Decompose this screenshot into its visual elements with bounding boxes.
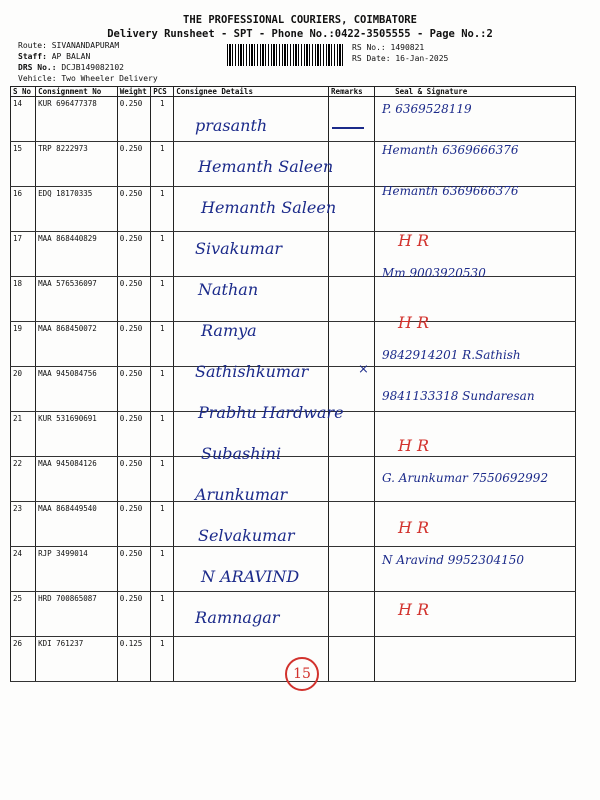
seal-signature: Hemanth 6369666376 xyxy=(382,184,519,198)
consignee-signature: Arunkumar xyxy=(195,485,288,504)
cell-pcs: 1 xyxy=(151,277,174,322)
cell-remarks xyxy=(329,142,375,187)
consignee-signature: Prabhu Hardware xyxy=(198,403,344,422)
consignee-signature: Ramya xyxy=(201,321,257,340)
cell-weight: 0.250 xyxy=(117,97,150,142)
col-pcs: PCS xyxy=(151,87,174,97)
cell-consignment: HRD 700865087 xyxy=(36,592,118,637)
cell-pcs: 1 xyxy=(151,637,174,682)
cell-sno: 15 xyxy=(11,142,36,187)
table-row xyxy=(11,592,576,637)
consignee-signature: Nathan xyxy=(198,280,259,299)
consignee-signature: Hemanth Saleen xyxy=(198,157,334,176)
cell-remarks xyxy=(329,97,375,142)
consignee-signature: Sathishkumar xyxy=(195,362,309,381)
cell-consignment: MAA 945084756 xyxy=(36,367,118,412)
cell-consignment: MAA 868450072 xyxy=(36,322,118,367)
cell-weight: 0.250 xyxy=(117,322,150,367)
table-row xyxy=(11,277,576,322)
seal-signature: H R xyxy=(398,518,430,537)
cell-weight: 0.250 xyxy=(117,142,150,187)
page-stamp: 15 xyxy=(285,657,319,691)
runsheet-subtitle: Delivery Runsheet - SPT - Phone No.:0422-3505555 - Page No.:2 xyxy=(107,28,493,40)
cell-pcs: 1 xyxy=(151,322,174,367)
seal-signature: Hemanth 6369666376 xyxy=(382,143,519,157)
cell-consignment: KUR 696477378 xyxy=(36,97,118,142)
cell-remarks xyxy=(329,277,375,322)
cell-sno: 21 xyxy=(11,412,36,457)
cell-weight: 0.250 xyxy=(117,502,150,547)
cell-pcs: 1 xyxy=(151,367,174,412)
cell-consignment: RJP 3499014 xyxy=(36,547,118,592)
cell-remarks xyxy=(329,457,375,502)
cell-pcs: 1 xyxy=(151,457,174,502)
cell-weight: 0.250 xyxy=(117,277,150,322)
consignee-signature: Selvakumar xyxy=(198,526,295,545)
table-row xyxy=(11,232,576,277)
cell-remarks xyxy=(329,547,375,592)
cell-pcs: 1 xyxy=(151,592,174,637)
cell-consignment: MAA 868440829 xyxy=(36,232,118,277)
consignee-signature: Hemanth Saleen xyxy=(201,198,337,217)
cell-sno: 26 xyxy=(11,637,36,682)
drs-value: DCJB149082102 xyxy=(61,63,124,72)
seal-signature: H R xyxy=(398,600,430,619)
consignee-signature: prasanth xyxy=(195,116,268,135)
cell-pcs: 1 xyxy=(151,187,174,232)
rs-no: RS No.: 1490821 xyxy=(352,43,425,52)
table-row xyxy=(11,97,576,142)
cell-remarks xyxy=(329,232,375,277)
col-weight: Weight xyxy=(117,87,150,97)
cell-consignment: EDQ 18170335 xyxy=(36,187,118,232)
cell-sno: 18 xyxy=(11,277,36,322)
seal-signature: H R xyxy=(398,436,430,455)
seal-signature: H R xyxy=(398,231,430,250)
cell-weight: 0.250 xyxy=(117,232,150,277)
staff xyxy=(18,52,90,61)
remark-dash xyxy=(332,127,364,129)
cell-remarks xyxy=(329,322,375,367)
consignee-signature: Ramnagar xyxy=(195,608,280,627)
cell-consignment: KUR 531690691 xyxy=(36,412,118,457)
cell-weight: 0.250 xyxy=(117,547,150,592)
col-sno: S No xyxy=(11,87,36,97)
drs xyxy=(18,63,124,72)
route: Route: SIVANANDAPURAM xyxy=(18,41,120,50)
consignee-signature: Sivakumar xyxy=(195,239,283,258)
barcode-image xyxy=(227,44,343,66)
cell-consignment: MAA 868449540 xyxy=(36,502,118,547)
cell-pcs: 1 xyxy=(151,502,174,547)
consignee-signature: Subashini xyxy=(201,444,282,463)
consignee-signature: N ARAVIND xyxy=(201,567,300,586)
cell-seal xyxy=(375,637,576,682)
cell-sno: 25 xyxy=(11,592,36,637)
cell-sno: 20 xyxy=(11,367,36,412)
staff-label: Staff: xyxy=(18,52,47,61)
cell-sno: 17 xyxy=(11,232,36,277)
cell-pcs: 1 xyxy=(151,142,174,187)
cell-weight: 0.250 xyxy=(117,367,150,412)
col-seal: Seal & Signature xyxy=(375,87,576,97)
drs-label: DRS No.: xyxy=(18,63,57,72)
seal-signature: Mm 9003920530 xyxy=(382,266,486,280)
rs-date: RS Date: 16-Jan-2025 xyxy=(352,54,449,63)
seal-signature: G. Arunkumar 7550692992 xyxy=(382,471,549,485)
cell-sno: 24 xyxy=(11,547,36,592)
cell-consignment: TRP 8222973 xyxy=(36,142,118,187)
seal-signature: N Aravind 9952304150 xyxy=(382,553,525,567)
cell-sno: 16 xyxy=(11,187,36,232)
cell-remarks xyxy=(329,637,375,682)
cell-sno: 14 xyxy=(11,97,36,142)
cell-sno: 22 xyxy=(11,457,36,502)
table-header xyxy=(11,87,576,97)
cell-weight: 0.250 xyxy=(117,592,150,637)
seal-signature: H R xyxy=(398,313,430,332)
staff-value: AP BALAN xyxy=(51,52,91,61)
vehicle: Vehicle: Two Wheeler Delivery xyxy=(18,74,158,83)
cell-pcs: 1 xyxy=(151,232,174,277)
cell-sno: 19 xyxy=(11,322,36,367)
col-consignment: Consignment No xyxy=(36,87,118,97)
col-consignee: Consignee Details xyxy=(174,87,329,97)
cell-pcs: 1 xyxy=(151,412,174,457)
company-title: THE PROFESSIONAL COURIERS, COIMBATORE xyxy=(183,14,417,26)
cell-weight: 0.250 xyxy=(117,187,150,232)
remark-arrow: × xyxy=(358,362,369,377)
cell-pcs: 1 xyxy=(151,547,174,592)
cell-pcs: 1 xyxy=(151,97,174,142)
cell-weight: 0.125 xyxy=(117,637,150,682)
cell-sno: 23 xyxy=(11,502,36,547)
cell-remarks xyxy=(329,592,375,637)
seal-signature: 9841133318 Sundaresan xyxy=(382,389,535,403)
cell-weight: 0.250 xyxy=(117,457,150,502)
cell-remarks xyxy=(329,502,375,547)
seal-signature: P. 6369528119 xyxy=(382,102,472,116)
cell-weight: 0.250 xyxy=(117,412,150,457)
col-remarks: Remarks xyxy=(329,87,375,97)
seal-signature: 9842914201 R.Sathish xyxy=(382,348,521,362)
cell-consignment: MAA 576536097 xyxy=(36,277,118,322)
cell-consignment: KDI 761237 xyxy=(36,637,118,682)
cell-consignment: MAA 945084126 xyxy=(36,457,118,502)
